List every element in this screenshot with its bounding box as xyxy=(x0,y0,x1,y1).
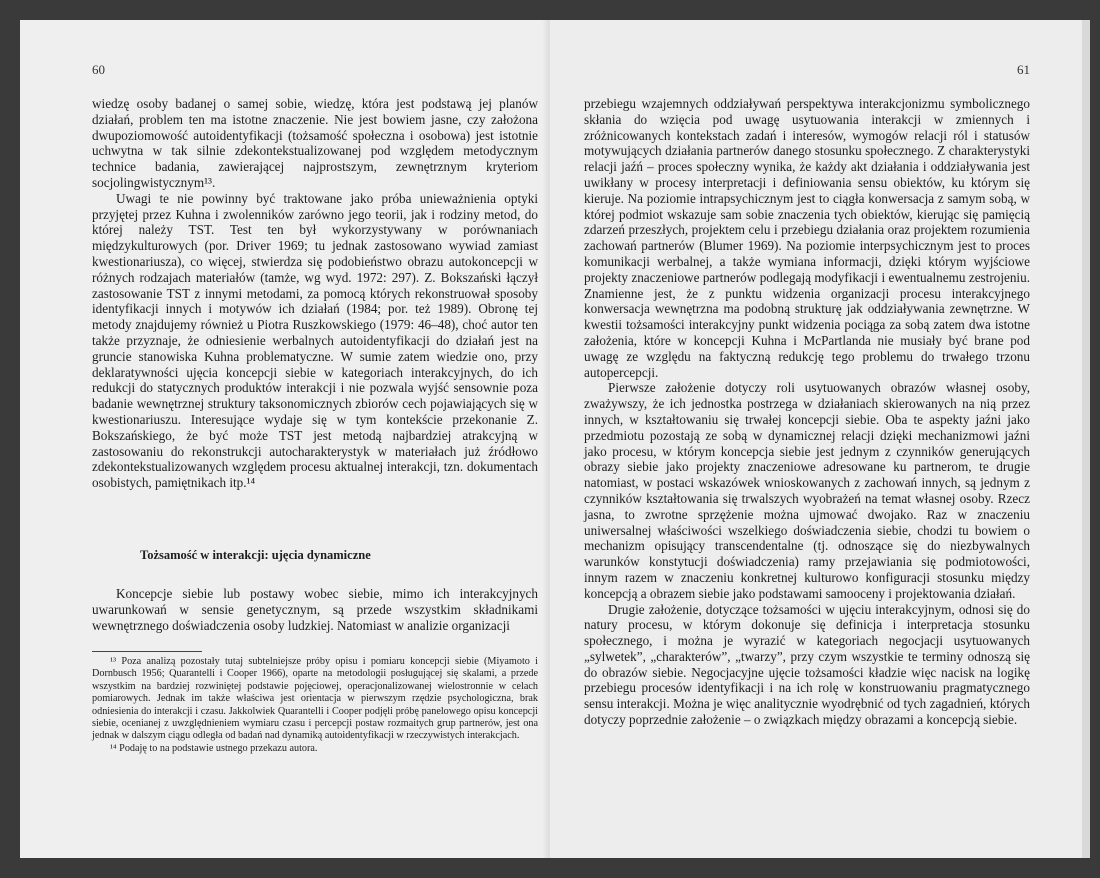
footnote-13: ¹³ Poza analizą pozostały tutaj subtelniejsze próby opisu i pomiaru koncepcji siebie (Miyamoto i Dornbusch 1956; Quarantelli i Cooper 1966), oparte na metodologii posługującej się skalami, a przede wszystkim na bardziej rozwiniętej podstawie pojęciowej, operacjonalizowanej wielostronnie w celach pomiarowych. Jednak im także właściwa jest orientacja w pierwszym rzędzie psychologiczna, brak odniesienia do interakcji i czasu. Jakkolwiek Quarantelli i Cooper podjęli próbę panelowego opisu koncepcji siebie, ocenianej z uwzględnieniem wymiaru czasu i percepcji postaw rozmaitych grup partnerów, jest ona jednak w dalszym ciągu odległa od badań nad dynamiką autoidentyfikacji w rzeczywistych interakcjach. xyxy=(92,656,538,742)
footnote-14: ¹⁴ Podaję to na podstawie ustnego przekazu autora. xyxy=(110,742,318,754)
right-body-text xyxy=(584,96,1030,728)
section-heading: Tożsamość w interakcji: ujęcia dynamiczne xyxy=(140,548,371,562)
book-spread xyxy=(20,20,1090,858)
page-number-right: 61 xyxy=(1017,62,1030,77)
left-paragraph-2: Uwagi te nie powinny być traktowane jako próba unieważnienia optyki przyjętej przez Kuhna i zwolenników zarówno jego teorii, jak i rodziny metod, do której należy TST. Test ten był wykorzystywany w porównaniach międzykulturowych (por. Driver 1969; tu jednak zastosowano wywiad zamiast kwestionariusza), co więcej, stwierdza się podobieństwo obrazu autokoncepcji w różnych rodzajach materiałów (tamże, wg wyd. 1972: 297). Z. Bokszański łączył zastosowanie TST z innymi metodami, za pomocą których rekonstruował sposoby identyfikacji innych i motywów ich działań (1984; por. też 1989). Obronę tej metody znajdujemy również u Piotra Ruszkowskiego (1979: 46–48), choć autor ten także przyznaje, że odniesienie werbalnych autoidentyfikacji do działań jest na gruncie stanowiska Kuhna problematyczne. W sumie zatem wiedzie ono, przy deklaratywności ujęcia koncepcji siebie w kategoriach interakcyjnych, do ich redukcji do statycznych produktów interakcji i nie pozwala wyjść sensownie poza badanie wewnętrznej struktury taksonomicznych zbiorów cech pojawiających się w kwestionariuszu. Interesujące wydaje się w tym kontekście przekonanie Z. Bokszańskiego, że być może TST jest metodą najbardziej atrakcyjną w zastosowaniu do rekonstrukcji autocharakterystyk w materiałach już źródłowo zdekontekstualizowanych względem procesu aktualnej interakcji, tzn. dokumentach osobistych, pamiętnikach itp.¹⁴ xyxy=(92,190,538,491)
left-paragraph-3: Koncepcje siebie lub postawy wobec siebie, mimo ich interakcyjnych uwarunkowań w sensie genetycznym, są przede wszystkim składnikami wewnętrznego doświadczenia osoby ludzkiej. Natomiast w analizie organizacji xyxy=(92,586,538,633)
page-number-left: 60 xyxy=(92,62,105,77)
left-body-text xyxy=(92,96,538,491)
left-page xyxy=(20,20,550,858)
right-paragraph-2: Pierwsze założenie dotyczy roli usytuowanych obrazów własnej osoby, zważywszy, że ich jednostka postrzega w działaniach skierowanych na nią przez innych, w kształtowaniu się trwałej koncepcji siebie. Oba te aspekty jaźni jako przedmiotu pozostają ze sobą w dynamicznej relacji dzięki mechanizmowi jaźni jako procesu, w którym koncepcja siebie jest jednym z czynników generujących obrazy siebie jako projekty znaczeniowe adresowane ku partnerom, te drugie natomiast, w postaci wskazówek wnioskowanych z zachowań innych, są jednym z czynników kształtowania się trwalszych wyobrażeń na temat własnej osoby. Rzecz jasna, to zwrotne sprzężenie można ujmować dwojako. Raz w znaczeniu uniwersalnej właściwości wszelkiego doświadczenia siebie, chodzi tu bowiem o mechanizm opisujący transcendentalne (tj. odnoszące się do niezbywalnych warunków konstytucji doświadczenia) ramy przejawiania się podmiotowości, innym razem w znaczeniu konkretnej kulturowo konfiguracji stosunku między koncepcją a obrazem siebie jako podstawami samooceny i projektowania działań. xyxy=(584,380,1030,601)
right-paragraph-3: Drugie założenie, dotyczące tożsamości w ujęciu interakcyjnym, odnosi się do natury procesu, w którym dokonuje się definicja i interpretacja stosunku społecznego, i można je wyrazić w kategoriach negocjacji usytuowanych „sylwetek”, „charakterów”, „twarzy”, przy czym wszystkie te terminy odnoszą się do obrazów siebie. Negocjacyjne ujęcie tożsamości kładzie więc nacisk na logikę przebiegu procesów identyfikacji i na ich rolę w konstruowaniu pragmatycznego sensu interakcji. Można je więc analitycznie wyodrębnić od tych zagadnień, których dotyczy poprzednie założenie – o związkach między obrazami a koncepcją siebie. xyxy=(584,601,1030,728)
left-section-text xyxy=(92,586,538,633)
footnote-rule xyxy=(92,651,202,652)
right-page xyxy=(550,20,1082,858)
right-paragraph-1: przebiegu wzajemnych oddziaływań perspektywa interakcjonizmu symbolicznego skłania do wzięcia pod uwagę usytuowania interakcji w zmiennych i zróżnicowanych kontekstach zadań i interesów, wymogów relacji ról i statusów motywujących działania partnerów danego stosunku społecznego. Z charakterystyki relacji jaźń – proces społeczny wynika, że każdy akt działania i oddziaływania jest uwikłany w procesy interpretacji i definiowania sensu obiektów, ku którym się kieruje. Na poziomie intrapsychicznym jest to ciągła konwersacja z samym sobą, w której podmiot wskazuje sam sobie znaczenia tych obiektów, kierując się pamięcią zdarzeń przeszłych, projektem celu i przebiegu działania oraz projektem rozumienia zachowań partnerów (Blumer 1969). Na poziomie interpsychicznym jest to proces komunikacji werbalnej, a także wymiana informacji, dzięki którym wyjściowe projekty znaczeniowe partnerów podlegają modyfikacji i ewentualnemu zestrojeniu. Znamienne jest, że z punktu widzenia organizacji procesu interakcyjnego konwersacja wewnętrzna ma podobną strukturę jak oddziaływania zewnętrzne. W kwestii tożsamości interakcyjny punkt widzenia pociąga za sobą zatem dwa istotne założenia, które w koncepcji Kuhna i McPartlanda nie musiały być brane pod uwagę ze względu na faktyczną redukcję tego problemu do trwałego trzonu autopercepcji. xyxy=(584,96,1030,380)
footnotes xyxy=(92,651,538,755)
left-paragraph-1: wiedzę osoby badanej o samej sobie, wiedzę, która jest podstawą jej planów działań, problem ten ma istotne znaczenie. Nie jest bowiem jasne, czy założona dwupoziomowość autoidentyfikacji (tożsamość społeczna i osobowa) jest istotnie uchwytna w tak silnie zdekontekstualizowanej pod względem metodycznym technice badania, zawierającej najprostszym, zewnętrznym kryteriom socjolingwistycznym¹³. xyxy=(92,96,538,190)
